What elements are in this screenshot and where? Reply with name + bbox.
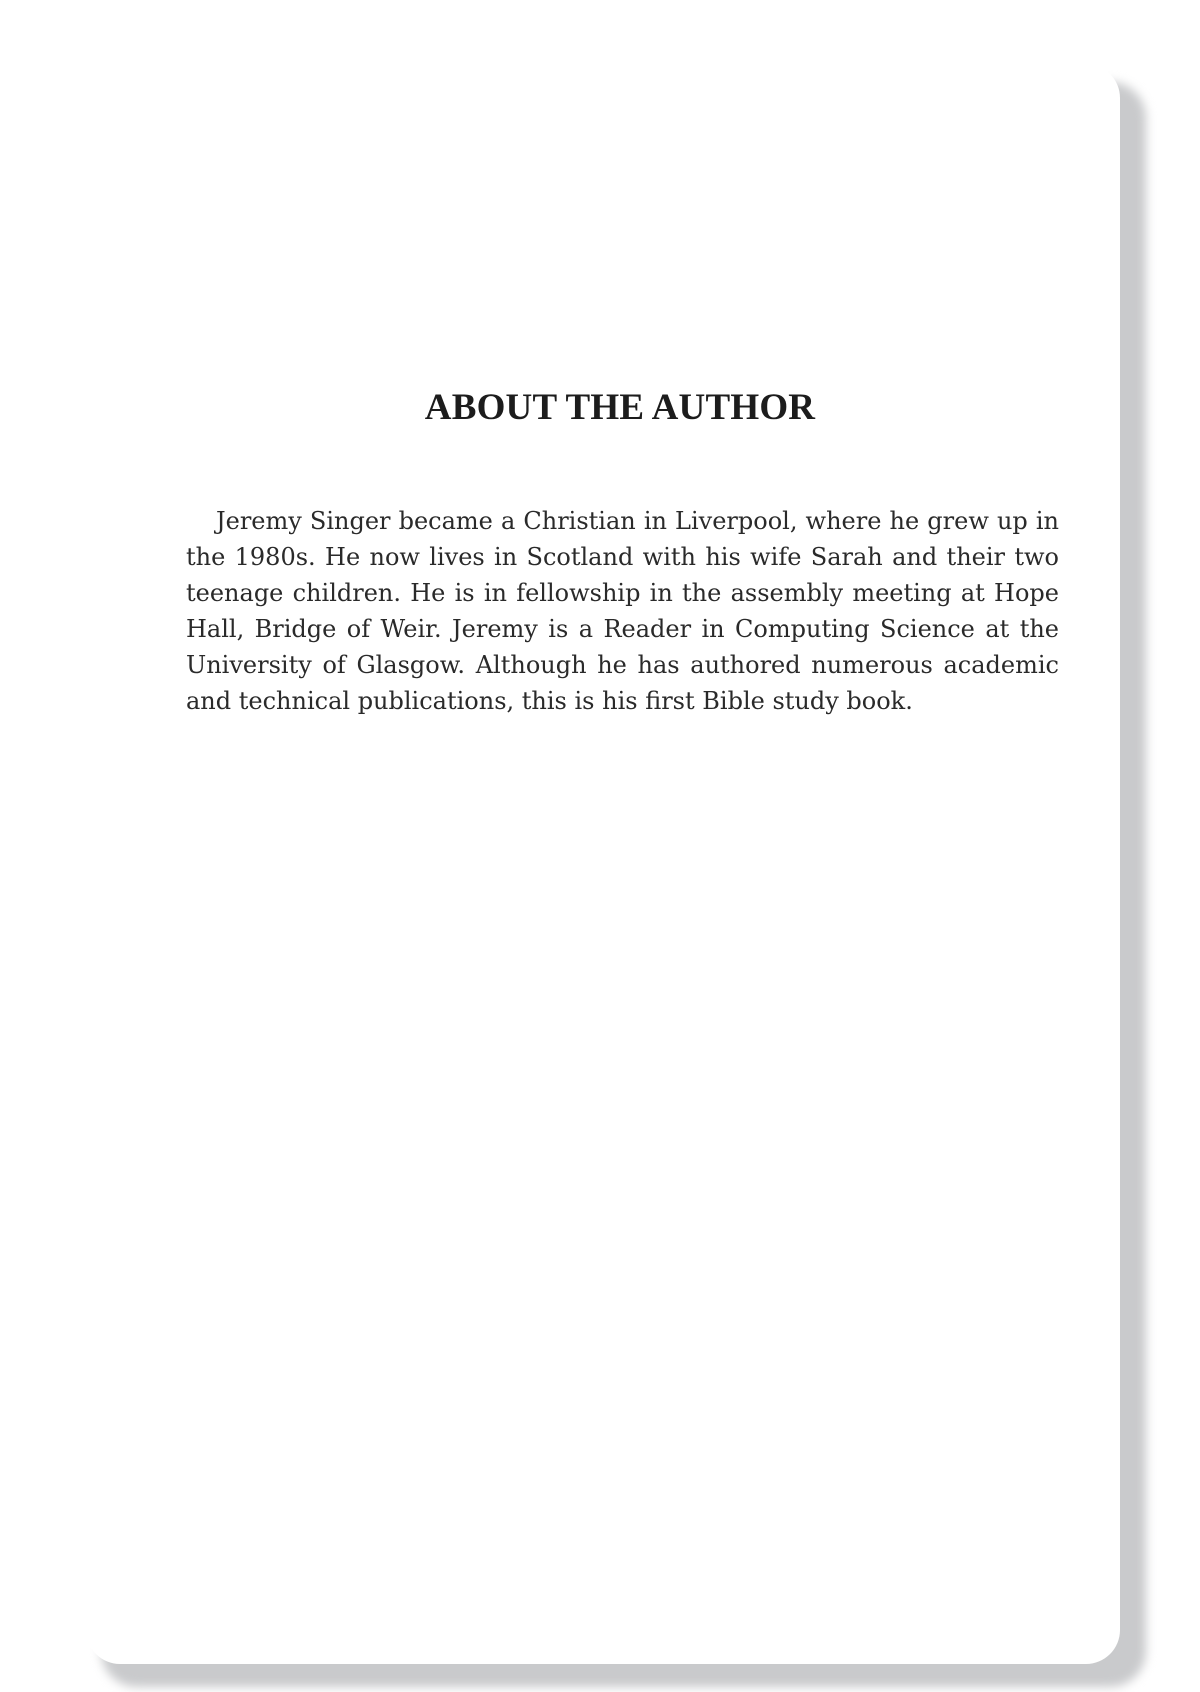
author-bio-paragraph: Jeremy Singer became a Christian in Liverpool, where he grew up in the 1980s. He now lives in Scotland with his wife Sarah and their two teenage children. He is in fellowship in the assembly meeting at Hope Hall, Bridge of Weir. Jeremy is a Reader in Computing Science at the University of Glasgow. Although he has authored numerous academic and technical publications, this is his first Bible study book. <box>186 507 1059 715</box>
book-page <box>86 64 1120 1664</box>
page-title: ABOUT THE AUTHOR <box>424 387 816 428</box>
